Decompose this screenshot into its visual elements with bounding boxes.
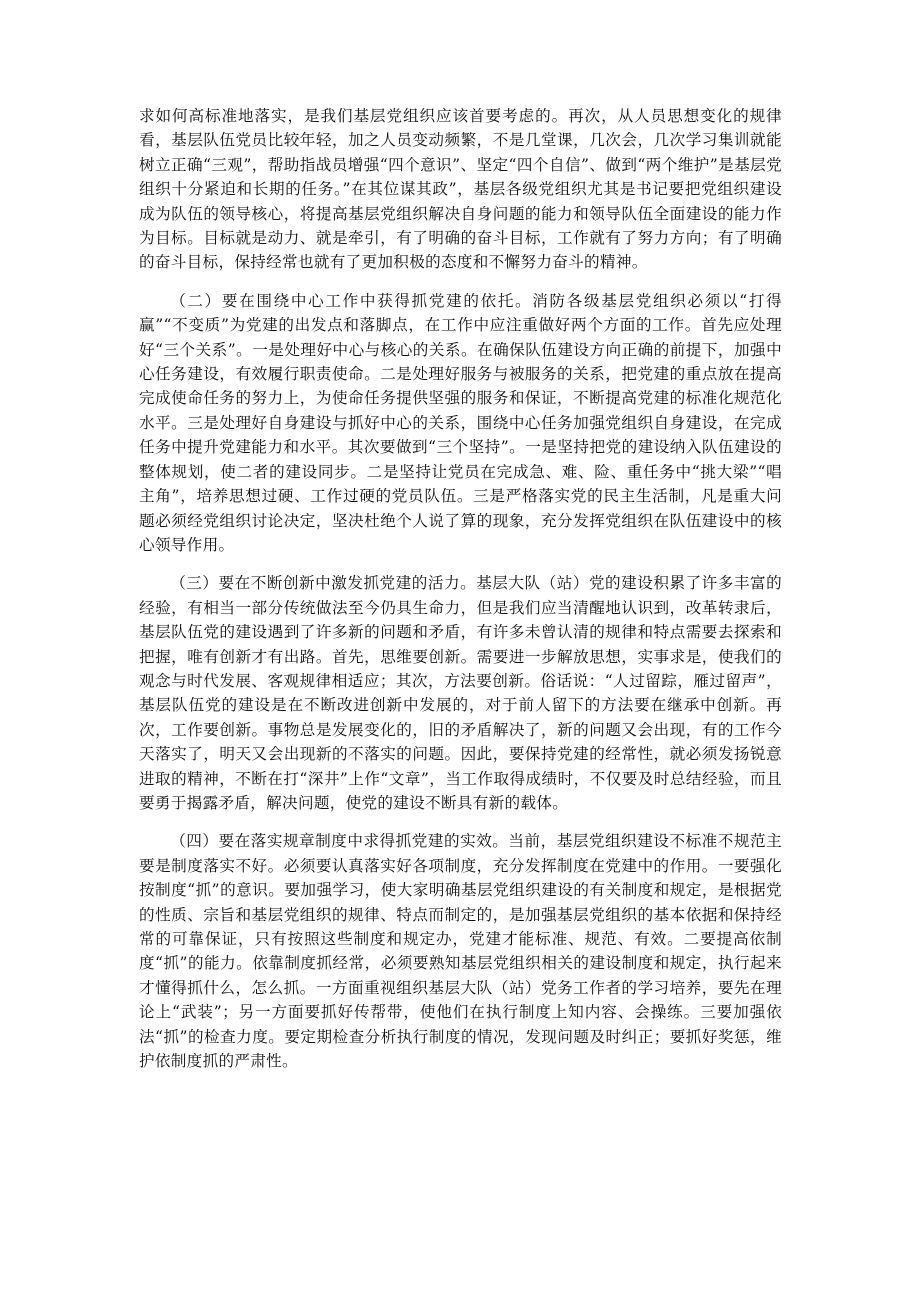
document-page bbox=[139, 104, 782, 1073]
paragraph-section-3: （三）要在不断创新中激发抓党建的活力。基层大队（站）党的建设积累了许多丰富的经验，有相当一部分传统做法至今仍具生命力，但是我们应当清醒地认识到，改革转隶后，基层队伍党的建设遇到了许多新的问题和矛盾，有许多未曾认清的规律和特点需要去探索和把握，唯有创新才有出路。首先，思维要创新。需要进一步解放思想，实事求是，使我们的观念与时代发展、客观规律相适应；其次，方法要创新。俗话说：“人过留踪，雁过留声”，基层队伍党的建设是在不断改进创新中发展的，对于前人留下的方法要在继承中创新。再次，工作要创新。事物总是发展变化的，旧的矛盾解决了，新的问题又会出现，有的工作今天落实了，明天又会出现新的不落实的问题。因此，要保持党建的经常性，就必须发扬锐意进取的精神，不断在打“深井”上作“文章”，当工作取得成绩时，不仅要及时总结经验，而且要勇于揭露矛盾，解决问题，使党的建设不断具有新的载体。 bbox=[139, 574, 782, 812]
paragraph-continuation: 求如何高标准地落实，是我们基层党组织应该首要考虑的。再次，从人员思想变化的规律看，基层队伍党员比较年轻，加之人员变动频繁，不是几堂课，几次会，几次学习集训就能树立正确“三观”，帮助指战员增强“四个意识”、坚定“四个自信”、做到“两个维护”是基层党组织十分紧迫和长期的任务。”在其位谋其政”，基层各级党组织尤其是书记要把党组织建设成为队伍的领导核心，将提高基层党组织解决自身问题的能力和领导队伍全面建设的能力作为目标。目标就是动力、就是牵引，有了明确的奋斗目标，工作就有了努力方向；有了明确的奋斗目标，保持经常也就有了更加积极的态度和不懈努力奋斗的精神。 bbox=[139, 107, 782, 272]
paragraph-section-2: （二）要在围绕中心工作中获得抓党建的依托。消防各级基层党组织必须以“打得赢”“不变质”为党建的出发点和落脚点，在工作中应注重做好两个方面的工作。首先应处理好“三个关系”。一是处理好中心与核心的关系。在确保队伍建设方向正确的前提下，加强中心任务建设，有效履行职责使命。二是处理好服务与被服务的关系，把党建的重点放在提高完成使命任务的努力上，为使命任务提供坚强的服务和保证，不断提高党建的标准化规范化水平。三是处理好自身建设与抓好中心的关系，围绕中心任务加强党组织自身建设，在完成任务中提升党建能力和水平。其次要做到“三个坚持”。一是坚持把党的建设纳入队伍建设的整体规划，使二者的建设同步。二是坚持让党员在完成急、难、险、重任务中“挑大梁”“唱主角”，培养思想过硬、工作过硬的党员队伍。三是严格落实党的民主生活制，凡是重大问题必须经党组织讨论决定，坚决杜绝个人说了算的现象，充分发挥党组织在队伍建设中的核心领导作用。 bbox=[139, 291, 782, 554]
paragraph-section-4: （四）要在落实规章制度中求得抓党建的实效。当前，基层党组织建设不标准不规范主要是制度落实不好。必须要认真落实好各项制度，充分发挥制度在党建中的作用。一要强化按制度“抓”的意识。要加强学习，使大家明确基层党组织建设的有关制度和规定，是根据党的性质、宗旨和基层党组织的规律、特点而制定的，是加强基层党组织的基本依据和保持经常的可靠保证，只有按照这些制度和规定办，党建才能标准、规范、有效。二要提高依制度“抓”的能力。依靠制度抓经常，必须要熟知基层党组织相关的建设制度和规定，执行起来才懂得抓什么，怎么抓。一方面重视组织基层大队（站）党务工作者的学习培养，要先在理论上“武装”；另一方面要抓好传帮带，使他们在执行制度上知内容、会操练。三要加强依法“抓”的检查力度。要定期检查分析执行制度的情况，发现问题及时纠正；要抓好奖惩，维护依制度抓的严肃性。 bbox=[139, 832, 782, 1071]
